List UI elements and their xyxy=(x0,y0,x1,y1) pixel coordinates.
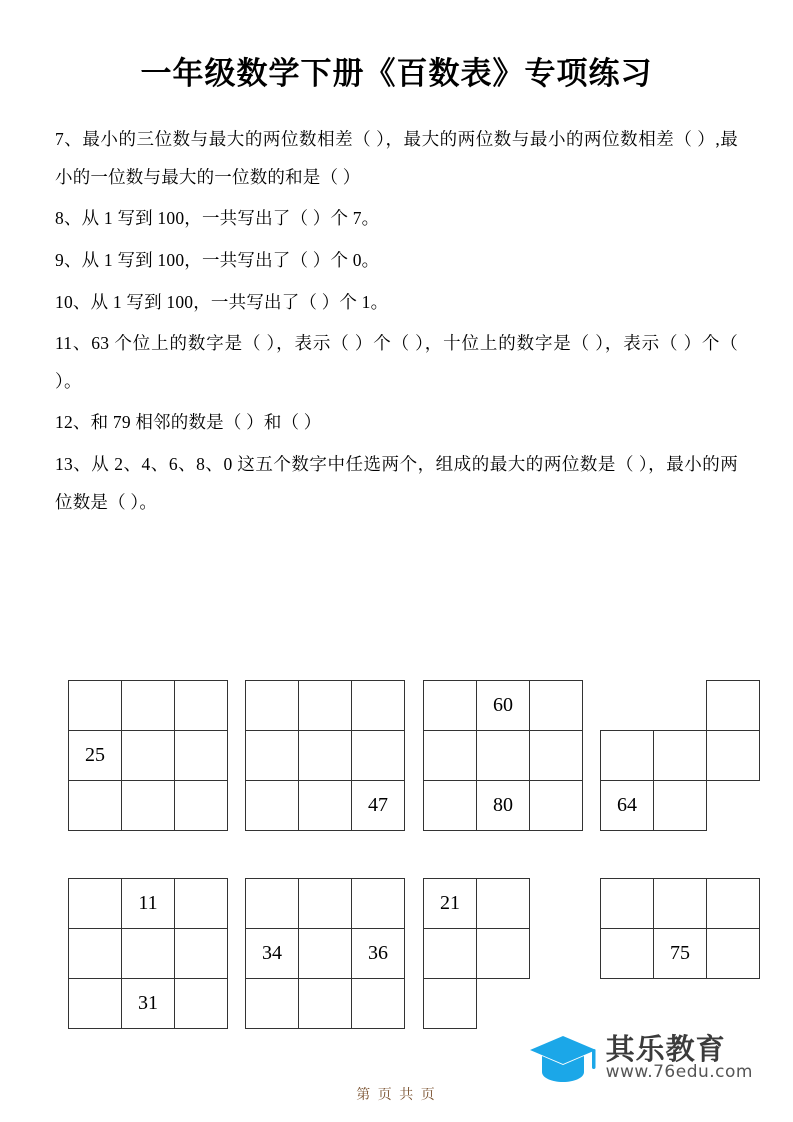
graduation-cap-icon xyxy=(528,1032,598,1084)
grid-cell-blank[interactable] xyxy=(707,681,760,731)
grid-7 xyxy=(423,878,583,1029)
grid-cell-blank[interactable] xyxy=(122,781,175,831)
grid-cell-hidden xyxy=(530,929,583,979)
grid-cell-blank[interactable] xyxy=(601,731,654,781)
grid-cell-blank[interactable] xyxy=(69,879,122,929)
grid-cell-blank[interactable] xyxy=(175,731,228,781)
grid-cell-blank[interactable] xyxy=(601,879,654,929)
grid-row xyxy=(69,879,228,929)
grid-2 xyxy=(245,680,405,831)
question-9: 9、从 1 写到 100，一共写出了（ ）个 0。 xyxy=(55,249,380,270)
grid-cell-hidden xyxy=(654,979,707,1029)
grid-cell-blank[interactable] xyxy=(654,781,707,831)
grid-cell-blank[interactable] xyxy=(69,979,122,1029)
grid-cell-blank[interactable] xyxy=(69,929,122,979)
grid-cell-hidden xyxy=(530,879,583,929)
grid-cell-blank[interactable] xyxy=(352,879,405,929)
grid-cell-blank[interactable] xyxy=(246,781,299,831)
grid-row xyxy=(69,929,228,979)
question-10: 10、从 1 写到 100，一共写出了（ ）个 1。 xyxy=(55,291,389,312)
grid-cell-blank[interactable] xyxy=(246,681,299,731)
grid-cell-filled[interactable]: 11 xyxy=(122,879,175,929)
grid-cell-blank[interactable] xyxy=(530,731,583,781)
grid-cell-blank[interactable] xyxy=(424,781,477,831)
grid-cell-hidden xyxy=(601,681,654,731)
grid-cell-hidden xyxy=(654,681,707,731)
grid-cell-blank[interactable] xyxy=(424,979,477,1029)
grid-cell-blank[interactable] xyxy=(175,681,228,731)
grid-cell-blank[interactable] xyxy=(175,979,228,1029)
grid-row xyxy=(69,781,228,831)
question-8: 8、从 1 写到 100，一共写出了（ ）个 7。 xyxy=(55,208,380,229)
grid-cell-filled[interactable]: 36 xyxy=(352,929,405,979)
brand-name: 其乐教育 xyxy=(605,1031,726,1066)
grid-cell-filled[interactable]: 80 xyxy=(477,781,530,831)
grid-cell-blank[interactable] xyxy=(246,979,299,1029)
grid-cell-blank[interactable] xyxy=(707,731,760,781)
grid-cell-filled[interactable]: 34 xyxy=(246,929,299,979)
grid-cell-blank[interactable] xyxy=(299,929,352,979)
page-footer: 第 页 共 页 xyxy=(356,1088,437,1103)
grid-cell-blank[interactable] xyxy=(424,731,477,781)
grid-5 xyxy=(68,878,228,1029)
grid-cell-blank[interactable] xyxy=(477,879,530,929)
grid-row xyxy=(424,781,583,831)
grid-cell-blank[interactable] xyxy=(299,781,352,831)
grid-cell-blank[interactable] xyxy=(654,879,707,929)
grid-row xyxy=(601,929,760,979)
question-7: 7、最小的三位数与最大的两位数相差（ ），最大的两位数与最小的两位数相差（ ）,最小的一位数与最大的一位数的和是（ ） xyxy=(55,129,738,187)
page-title: 一年级数学下册《百数表》专项练习 xyxy=(140,56,653,92)
grid-row xyxy=(246,979,405,1029)
grid-row xyxy=(601,979,760,1029)
grid-row xyxy=(246,681,405,731)
grid-cell-blank[interactable] xyxy=(654,731,707,781)
question-12: 12、和 79 相邻的数是（ ）和（ ） xyxy=(55,412,322,433)
grid-cell-hidden xyxy=(601,979,654,1029)
grid-cell-hidden xyxy=(707,979,760,1029)
grid-cell-blank[interactable] xyxy=(69,781,122,831)
grid-6 xyxy=(245,878,405,1029)
grid-cell-blank[interactable] xyxy=(530,781,583,831)
grid-cell-filled[interactable]: 75 xyxy=(654,929,707,979)
grid-row xyxy=(424,929,583,979)
grid-cell-blank[interactable] xyxy=(175,879,228,929)
grid-cell-blank[interactable] xyxy=(707,929,760,979)
grid-cell-blank[interactable] xyxy=(352,681,405,731)
grid-cell-blank[interactable] xyxy=(69,681,122,731)
grid-row xyxy=(424,731,583,781)
grid-row xyxy=(601,731,760,781)
grid-cell-hidden xyxy=(530,979,583,1029)
grid-cell-hidden xyxy=(707,781,760,831)
grid-row xyxy=(424,681,583,731)
grid-cell-blank[interactable] xyxy=(175,929,228,979)
grid-cell-blank[interactable] xyxy=(477,731,530,781)
grid-cell-blank[interactable] xyxy=(299,731,352,781)
grid-cell-blank[interactable] xyxy=(299,681,352,731)
grid-cell-filled[interactable]: 47 xyxy=(352,781,405,831)
grid-row xyxy=(424,979,583,1029)
grid-cell-blank[interactable] xyxy=(424,929,477,979)
number-grid-exercises xyxy=(0,660,793,1060)
grid-row xyxy=(69,731,228,781)
question-11: 11、63 个位上的数字是（ ），表示（ ）个（ ），十位上的数字是（ ），表示（ ）个（ ）。 xyxy=(55,333,738,391)
grid-cell-filled[interactable]: 25 xyxy=(69,731,122,781)
grid-cell-blank[interactable] xyxy=(299,979,352,1029)
grid-cell-blank[interactable] xyxy=(601,929,654,979)
grid-row xyxy=(246,929,405,979)
grid-cell-filled[interactable]: 21 xyxy=(424,879,477,929)
grid-cell-filled[interactable]: 31 xyxy=(122,979,175,1029)
grid-row xyxy=(424,879,583,929)
grid-row xyxy=(601,681,760,731)
grid-row xyxy=(601,879,760,929)
brand-text xyxy=(605,1031,753,1083)
grid-cell-blank[interactable] xyxy=(122,731,175,781)
grid-row xyxy=(246,879,405,929)
grid-8 xyxy=(600,878,760,1028)
grid-cell-blank[interactable] xyxy=(246,731,299,781)
questions-container xyxy=(55,121,738,521)
brand-logo xyxy=(528,1032,753,1084)
grid-row xyxy=(69,681,228,731)
question-13: 13、从 2、4、6、8、0 这五个数字中任选两个，组成的最大的两位数是（ ），最小的两位数是（ ）。 xyxy=(55,454,738,512)
grid-cell-blank[interactable] xyxy=(175,781,228,831)
grid-3 xyxy=(423,680,583,831)
grid-cell-hidden xyxy=(477,979,530,1029)
grid-cell-blank[interactable] xyxy=(352,979,405,1029)
grid-cell-blank[interactable] xyxy=(122,681,175,731)
grid-cell-filled[interactable]: 64 xyxy=(601,781,654,831)
brand-url: www.76edu.com xyxy=(605,1062,753,1083)
grid-cell-blank[interactable] xyxy=(707,879,760,929)
grid-cell-filled[interactable]: 60 xyxy=(477,681,530,731)
grid-4 xyxy=(600,680,760,831)
grid-cell-blank[interactable] xyxy=(299,879,352,929)
grid-row xyxy=(601,781,760,831)
grid-cell-blank[interactable] xyxy=(530,681,583,731)
grid-1 xyxy=(68,680,228,831)
grid-row xyxy=(246,781,405,831)
grid-row xyxy=(246,731,405,781)
grid-row xyxy=(69,979,228,1029)
grid-cell-blank[interactable] xyxy=(352,731,405,781)
grid-cell-blank[interactable] xyxy=(246,879,299,929)
grid-cell-blank[interactable] xyxy=(477,929,530,979)
grid-cell-blank[interactable] xyxy=(424,681,477,731)
grid-cell-blank[interactable] xyxy=(122,929,175,979)
